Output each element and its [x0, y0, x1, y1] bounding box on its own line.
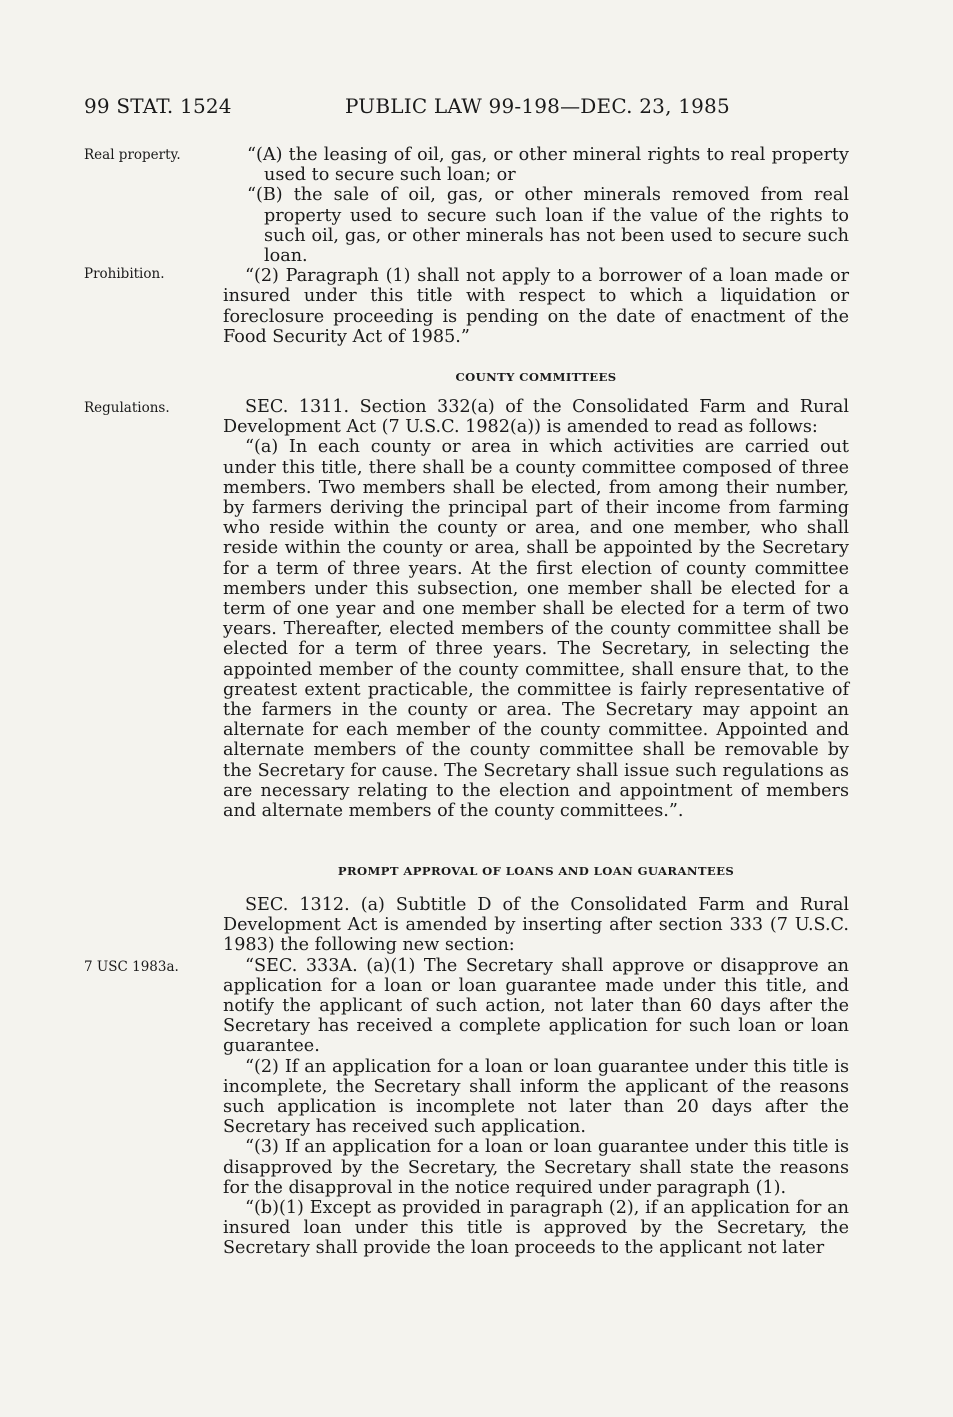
running-header: PUBLIC LAW 99-198—DEC. 23, 1985	[345, 94, 730, 118]
heading-prompt-approval: PROMPT APPROVAL OF LOANS AND LOAN GUARANTEES	[337, 864, 735, 878]
section-continuation	[223, 145, 849, 347]
page-citation: 99 STAT. 1524	[84, 94, 232, 118]
sec-1311-subsection-a: “(a) In each county or area in which activities are carried out under this title, there shall be a county committee composed of three members. Two members shall be elected, from among their number, by farmers deriving the principal part of their income from farming who reside within the county or area, and one member, who shall reside within the county or area, shall be appointed by the Secretary for a term of three years. At the first election of county committee members under this subsection, one member shall be elected for a term of one year and one member shall be elected for a term of two years. Thereafter, elected members of the county committee shall be elected for a term of three years. The Secretary, in selecting the appointed member of the county committee, shall ensure that, to the greatest extent practicable, the committee is fairly representative of the farmers in the county or area. The Secretary may appoint an alternate for each member of the county committee. Appointed and alternate members of the county committee shall be removable by the Secretary for cause. The Secretary shall issue such regulations as are necessary relating to the election and appointment of members and alternate members of the county committees.”.	[223, 437, 849, 822]
paragraph-B: “(B) the sale of oil, gas, or other minerals removed from real property used to secure such loan if the value of the rights to such oil, gas, or other minerals has not been used to secure such loan.	[247, 185, 849, 267]
margin-note-usc: 7 USC 1983a.	[84, 959, 179, 975]
heading-county-committees: COUNTY COMMITTEES	[455, 370, 617, 384]
sec-1311-intro: SEC. 1311. Section 332(a) of the Consolidated Farm and Rural Development Act (7 U.S.C. 1982(a)) is amended to read as follows:	[223, 397, 849, 438]
margin-note-regulations: Regulations.	[84, 400, 170, 416]
margin-note-real-property: Real property.	[84, 147, 181, 163]
paragraph-2: “(2) Paragraph (1) shall not apply to a borrower of a loan made or insured under this title with respect to which a liquidation or foreclosure proceeding is pending on the date of enactment of the Food Security Act of 1985.”	[223, 266, 849, 347]
sec-333a-a1: “SEC. 333A. (a)(1) The Secretary shall approve or disapprove an application for a loan or loan guarantee made under this title, and notify the applicant of such action, not later than 60 days after the Secretary has received a complete application for such loan or loan guarantee.	[223, 955, 849, 1057]
sec-333a-a2: “(2) If an application for a loan or loan guarantee under this title is incomplete, the Secretary shall inform the applicant of the reasons such application is incomplete not later than 20 days after the Secretary has received such application.	[223, 1056, 849, 1138]
section-1312	[223, 895, 849, 1259]
sec-1312-intro: SEC. 1312. (a) Subtitle D of the Consolidated Farm and Rural Development Act is amended by inserting after section 333 (7 U.S.C. 1983) the following new section:	[223, 895, 849, 956]
sec-333a-a3: “(3) If an application for a loan or loan guarantee under this title is disapproved by the Secretary, the Secretary shall state the reasons for the disapproval in the notice required under paragraph (1).	[223, 1137, 849, 1198]
paragraph-A: “(A) the leasing of oil, gas, or other mineral rights to real property used to secure such loan; or	[247, 145, 849, 186]
margin-note-prohibition: Prohibition.	[84, 266, 165, 282]
sec-333a-b1: “(b)(1) Except as provided in paragraph (2), if an application for an insured loan under this title is approved by the Secretary, the Secretary shall provide the loan proceeds to the applicant not later	[223, 1198, 849, 1259]
section-1311	[223, 397, 849, 821]
